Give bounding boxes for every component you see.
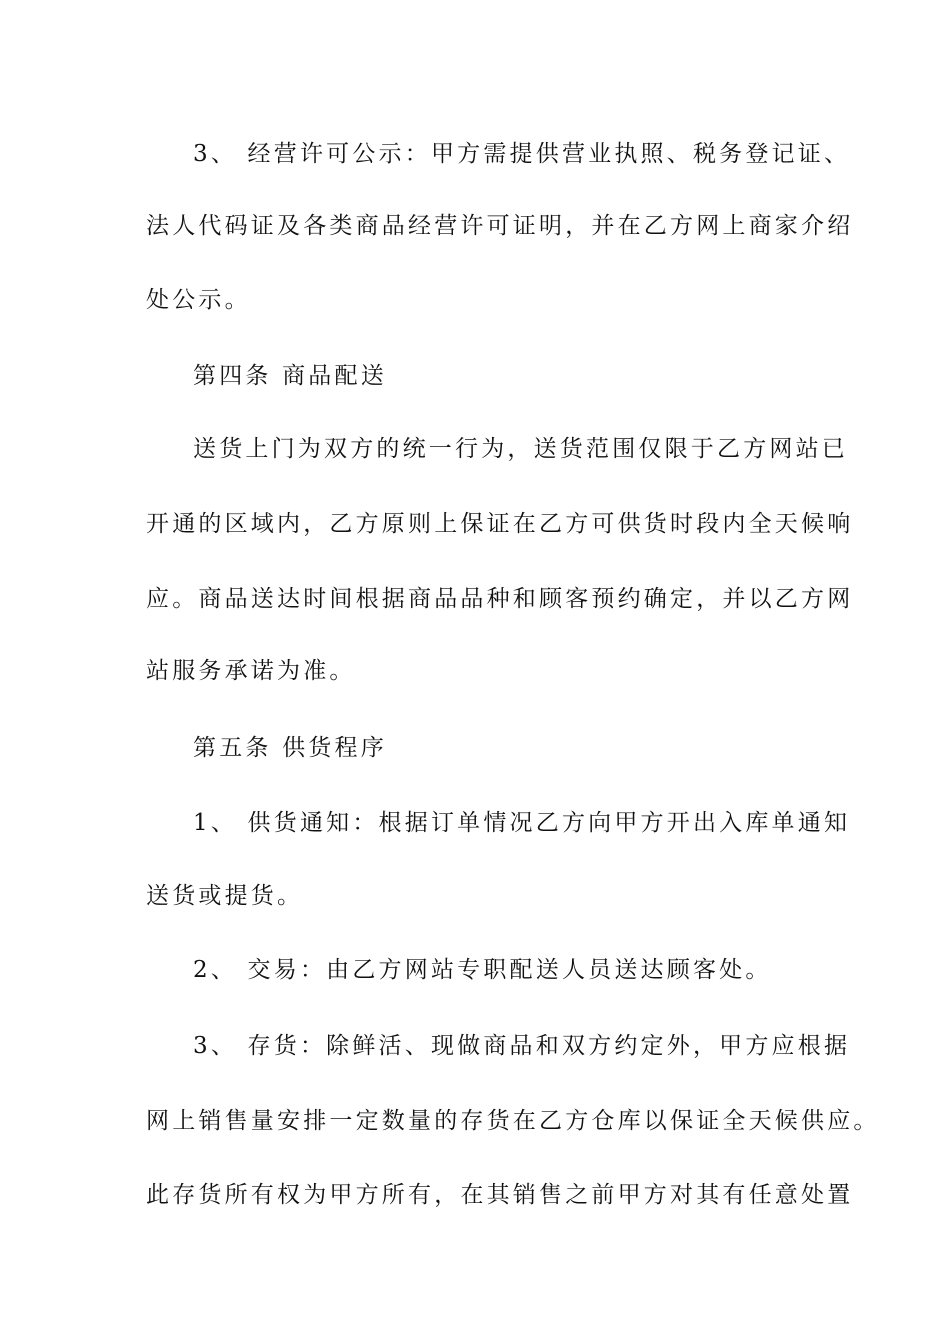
paragraph-line: 1、 供货通知：根据订单情况乙方向甲方开出入库单通知 — [193, 810, 851, 836]
paragraph-line: 送货上门为双方的统一行为，送货范围仅限于乙方网站已 — [193, 436, 848, 462]
paragraph-line: 站服务承诺为准。 — [146, 658, 356, 684]
paragraph-line: 应。商品送达时间根据商品品种和顾客预约确定，并以乙方网 — [146, 586, 854, 612]
paragraph-line: 送货或提货。 — [146, 883, 304, 909]
paragraph-line: 此存货所有权为甲方所有，在其销售之前甲方对其有任意处置 — [146, 1182, 854, 1208]
paragraph-line: 3、 存货：除鲜活、现做商品和双方约定外，甲方应根据 — [193, 1033, 851, 1059]
paragraph-line: 网上销售量安排一定数量的存货在乙方仓库以保证全天候供应。 — [146, 1108, 880, 1134]
paragraph-line: 2、 交易：由乙方网站专职配送人员送达顾客处。 — [193, 957, 772, 983]
section-heading: 第五条 供货程序 — [193, 735, 387, 761]
paragraph-line: 法人代码证及各类商品经营许可证明，并在乙方网上商家介绍 — [146, 213, 854, 239]
paragraph-line: 开通的区域内，乙方原则上保证在乙方可供货时段内全天候响 — [146, 511, 854, 537]
section-heading: 第四条 商品配送 — [193, 363, 387, 389]
paragraph-line: 处公示。 — [146, 287, 251, 313]
paragraph-line: 3、 经营许可公示：甲方需提供营业执照、税务登记证、 — [193, 141, 851, 167]
